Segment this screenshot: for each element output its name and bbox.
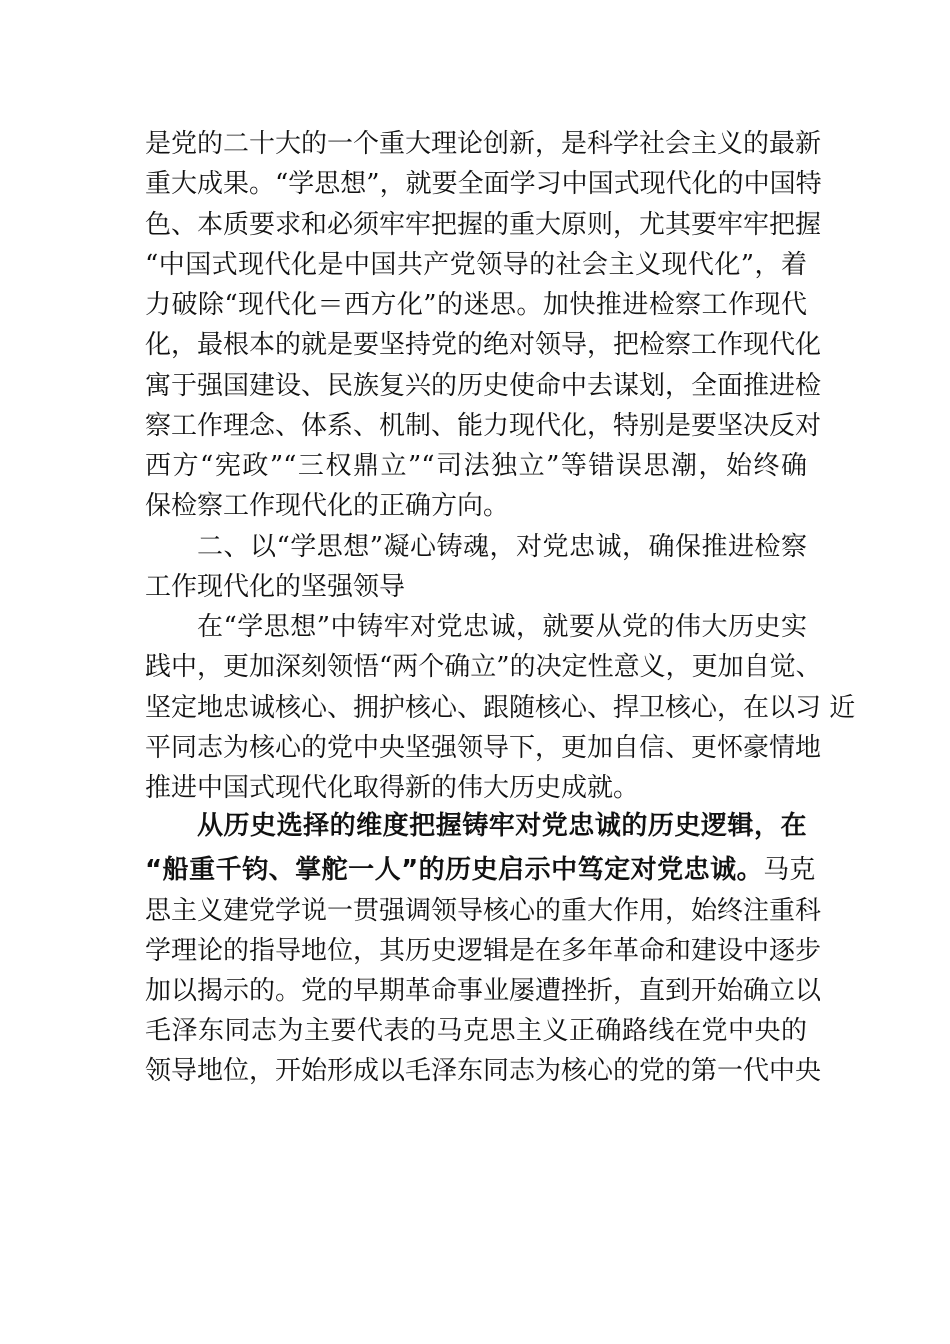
- text-line: [145, 850, 816, 890]
- text-line: 坚定地忠诚核心、拥护核心、跟随核心、捍卫核心，在以习 近: [145, 693, 856, 723]
- bold-lead-text: “船重千钧、掌舵一人”的历史启示中笃定对党忠诚。: [145, 855, 764, 885]
- text-line: 在“学思想”中铸牢对党忠诚，就要从党的伟大历史实: [197, 612, 807, 642]
- text-line: 化，最根本的就是要坚持党的绝对领导，把检察工作现代化: [145, 330, 822, 360]
- heading-line: 工作现代化的坚强领导: [145, 572, 406, 602]
- text-line: 色、本质要求和必须牢牢把握的重大原则，尤其要牢牢把握: [145, 210, 822, 240]
- text-line: 践中，更加深刻领悟“两个确立”的决定性意义，更加自觉、: [145, 652, 822, 682]
- text-line: 重大成果。“学思想”，就要全面学习中国式现代化的中国特: [145, 169, 822, 199]
- text-line: 保检察工作现代化的正确方向。: [145, 491, 510, 521]
- text-line: 推进中国式现代化取得新的伟大历史成就。: [145, 773, 640, 803]
- text-line: 平同志为核心的党中央坚强领导下，更加自信、更怀豪情地: [145, 733, 822, 763]
- text-line: 学理论的指导地位，其历史逻辑是在多年革命和建设中逐步: [145, 936, 822, 966]
- bold-lead-line: 从历史选择的维度把握铸牢对党忠诚的历史逻辑，在: [197, 811, 807, 841]
- text-line: 察工作理念、体系、机制、能力现代化，特别是要坚决反对: [145, 411, 822, 441]
- heading-line: 二、以“学思想”凝心铸魂，对党忠诚，确保推进检察: [197, 532, 807, 562]
- text-line: 领导地位，开始形成以毛泽东同志为核心的党的第一代中央: [145, 1056, 822, 1086]
- normal-text: 马克: [763, 855, 816, 885]
- text-line: 思主义建党学说一贯强调领导核心的重大作用，始终注重科: [145, 896, 822, 926]
- text-line: 力破除“现代化＝西方化”的迷思。加快推进检察工作现代: [145, 290, 807, 320]
- text-line: 寓于强国建设、民族复兴的历史使命中去谋划，全面推进检: [145, 371, 822, 401]
- text-line: 加以揭示的。党的早期革命事业屡遭挫折，直到开始确立以: [145, 976, 822, 1006]
- text-line: 西方“宪政”“三权鼎立”“司法独立”等错误思潮，始终确: [145, 451, 807, 481]
- text-line: 毛泽东同志为主要代表的马克思主义正确路线在党中央的: [145, 1016, 807, 1046]
- text-line: “中国式现代化是中国共产党领导的社会主义现代化”，着: [145, 250, 807, 280]
- text-line: 是党的二十大的一个重大理论创新，是科学社会主义的最新: [145, 129, 822, 159]
